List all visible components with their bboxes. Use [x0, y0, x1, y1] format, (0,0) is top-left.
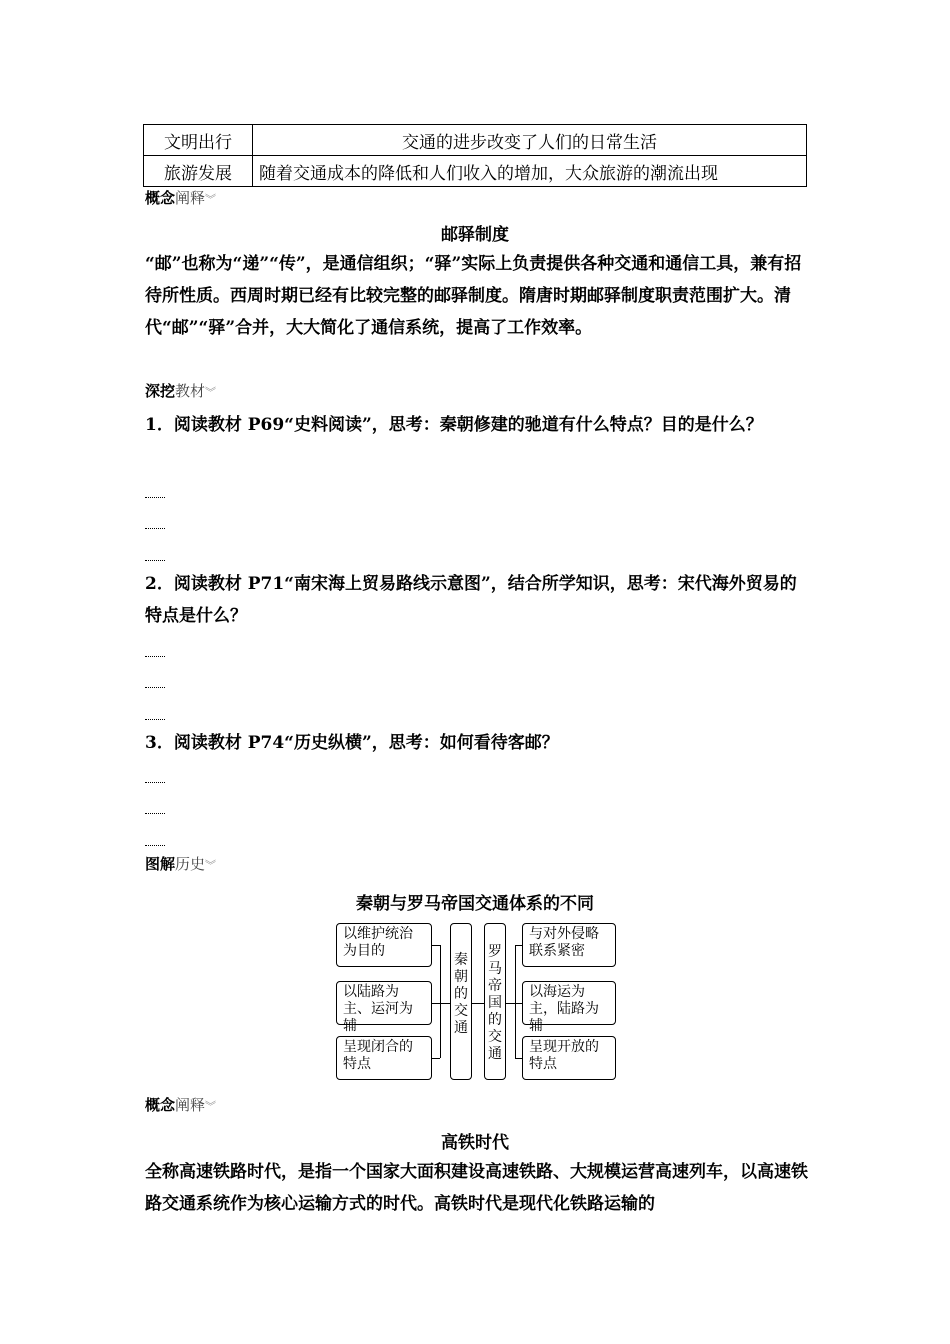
question-3: 3．阅读教材 P74“历史纵横”，思考：如何看待客邮？	[145, 733, 559, 753]
answer-line[interactable]	[145, 686, 165, 688]
answer-line[interactable]	[145, 496, 165, 498]
concept-title: 高铁时代	[441, 1133, 509, 1153]
right-box: 呈现开放的特点	[522, 1036, 616, 1080]
answer-line[interactable]	[145, 527, 165, 529]
left-box: 以维护统治为目的	[336, 923, 432, 967]
answer-line[interactable]	[145, 655, 165, 657]
concept-title: 邮驿制度	[441, 225, 509, 245]
answer-line[interactable]	[145, 559, 165, 561]
rome-transport-box: 罗马帝国的交通	[484, 923, 506, 1080]
section-heading-concept: 概念阐释︾	[145, 189, 217, 207]
row-label: 旅游发展	[144, 156, 253, 187]
right-box: 与对外侵略联系紧密	[522, 923, 616, 967]
right-box: 以海运为主，陆路为辅	[522, 981, 616, 1025]
left-box: 以陆路为主、运河为辅	[336, 981, 432, 1025]
row-label: 文明出行	[144, 125, 253, 156]
table-row	[144, 156, 807, 187]
qin-transport-box: 秦朝的交通	[450, 923, 472, 1080]
row-content: 交通的进步改变了人们的日常生活	[253, 125, 807, 156]
diagram-title: 秦朝与罗马帝国交通体系的不同	[356, 894, 594, 914]
double-chevron-icon: ︾	[205, 1100, 217, 1113]
left-box: 呈现闭合的特点	[336, 1036, 432, 1080]
section-heading-textbook: 深挖教材︾	[145, 382, 217, 400]
answer-line[interactable]	[145, 844, 165, 846]
concept-text: “邮”也称为“递”“传”，是通信组织；“驿”实际上负责提供各种交通和通信工具，兼有招待所性质。西周时期已经有比较完整的邮驿制度。隋唐时期邮驿制度职责范围扩大。清代“邮”“驿”合并，大大简化了通信系统，提高了工作效率。	[145, 254, 802, 338]
table-row	[144, 125, 807, 156]
double-chevron-icon: ︾	[205, 386, 217, 399]
answer-line[interactable]	[145, 718, 165, 720]
row-content: 随着交通成本的降低和人们收入的增加，大众旅游的潮流出现	[253, 156, 807, 187]
section-heading-concept: 概念阐释︾	[145, 1096, 217, 1114]
question-1: 1．阅读教材 P69“史料阅读”，思考：秦朝修建的驰道有什么特点？目的是什么？	[145, 415, 763, 435]
answer-line[interactable]	[145, 812, 165, 814]
double-chevron-icon: ︾	[205, 859, 217, 872]
summary-table	[143, 124, 807, 187]
concept-text: 全称高速铁路时代，是指一个国家大面积建设高速铁路、大规模运营高速列车，以高速铁路交通系统作为核心运输方式的时代。高铁时代是现代化铁路运输的	[145, 1162, 808, 1214]
double-chevron-icon: ︾	[205, 193, 217, 206]
answer-line[interactable]	[145, 781, 165, 783]
question-2: 2．阅读教材 P71“南宋海上贸易路线示意图”，结合所学知识，思考：宋代海外贸易的特点是什么？	[145, 574, 797, 626]
section-heading-diagram: 图解历史︾	[145, 855, 217, 873]
